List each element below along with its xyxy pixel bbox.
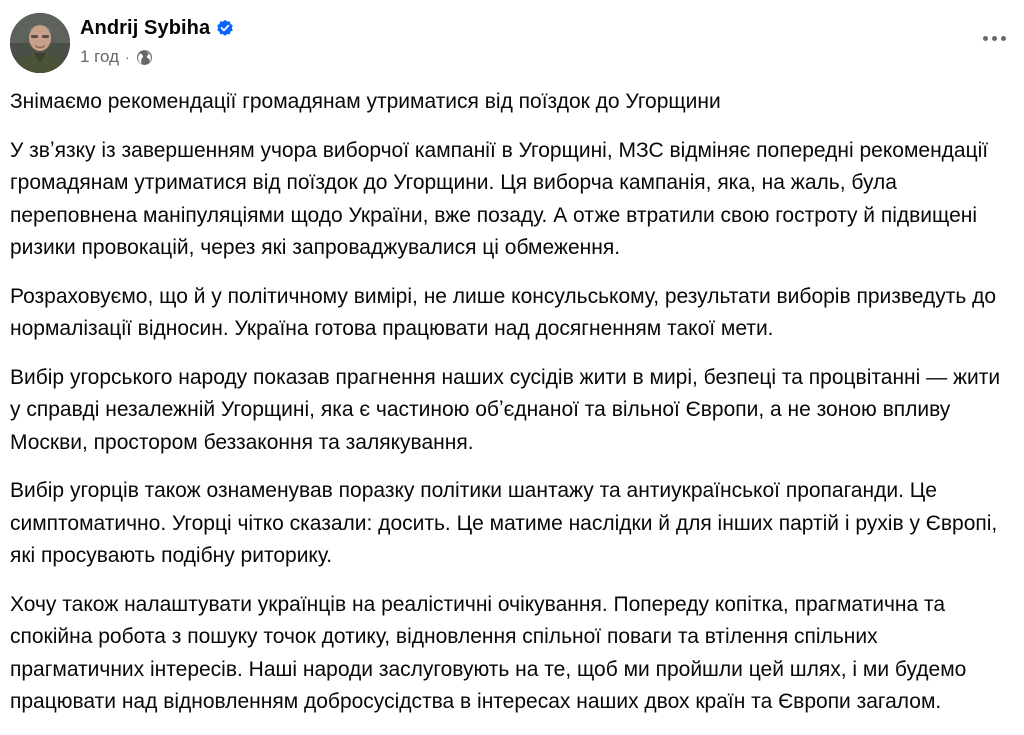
post-paragraph: Вибір угорського народу показав прагнення наших сусідів жити в мирі, безпеці та процвітанні — жити у справді незалежній Угорщині, яка є частиною обʼєднаної та вільної Європи, а не зоною впливу Москви, простором беззаконня та залякування.: [10, 365, 1001, 454]
post-timestamp[interactable]: 1 год: [80, 47, 120, 66]
post-paragraph: Хочу також налаштувати українців на реалістичні очікування. Попереду копітка, прагматична та спокійна робота з пошуку точок дотику, відновлення спільної поваги та втілення спільних прагматичних інтересів. Наші народи заслуговують на те, щоб ми пройшли цей шлях, і ми будемо працювати над відновленням добросусідства в інтересах наших двох країн та Європи загалом.: [10, 592, 967, 713]
post-meta: [80, 47, 153, 67]
verified-badge-icon: [216, 19, 234, 37]
post-body: [10, 86, 1014, 735]
post-headline: Знімаємо рекомендації громадянам утриматися від поїздок до Угорщини: [10, 90, 721, 113]
author-name[interactable]: Andrij Sybiha: [80, 16, 211, 39]
avatar-photo: [10, 13, 70, 73]
meta-separator: ·: [125, 49, 130, 65]
more-options-button[interactable]: [976, 24, 1012, 52]
more-options-icon-dot: [992, 36, 997, 41]
post-paragraph: Розраховуємо, що й у політичному вимірі, не лише консульському, результати виборів призведуть до нормалізації відносин. Україна готова працювати над досягненням такої мети.: [10, 284, 997, 340]
post-paragraph: У звʼязку із завершенням учора виборчої кампанії в Угорщині, МЗС відміняє попередні рекомендації громадянам утриматися від поїздок до Угорщини. Ця виборча кампанія, яка, на жаль, була переповнена маніпуляціями щодо України, вже позаду. А отже втратили свою гостроту й підвищені ризики провокацій, через які запроваджувалися ці обмеження.: [10, 138, 989, 259]
post-header: [10, 10, 1014, 74]
globe-icon[interactable]: [136, 49, 153, 66]
author-line: [80, 15, 234, 41]
avatar[interactable]: [10, 13, 70, 73]
more-options-icon-dot: [1001, 36, 1006, 41]
post-paragraph: Вибір угорців також ознаменував поразку політики шантажу та антиукраїнської пропаганди. Це симптоматично. Угорці чітко сказали: досить. Це матиме наслідки й для інших партій і рухів у Європі, які просувають подібну риторику.: [10, 479, 998, 567]
more-options-icon: [983, 36, 988, 41]
